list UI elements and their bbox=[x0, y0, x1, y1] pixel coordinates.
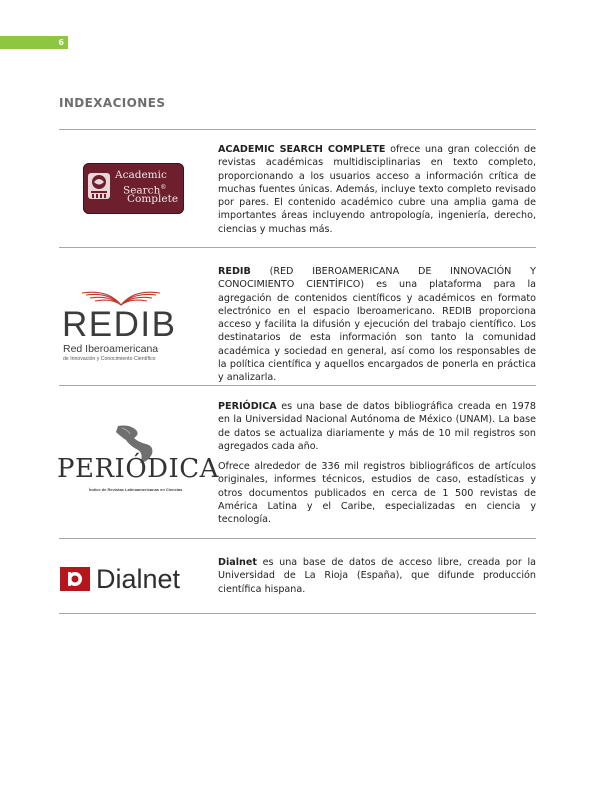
periodica-tagline: Índice de Revistas Latinoamericanas en Ciencias bbox=[89, 487, 183, 492]
logo-line-1: Academic bbox=[115, 169, 167, 181]
entry-name: PERIÓDICA bbox=[218, 401, 277, 412]
redib-tagline: de Innovación y Conocimiento Científico bbox=[63, 356, 156, 362]
page-number-tab bbox=[0, 36, 68, 49]
entry-body: ofrece una gran colección de revistas académicas multidisciplinarias en texto completo, proporcionando a los usuarios acceso a información crítica de muchas fuentes únicas. Además, incluye texto completo revisado por pares. El contenido académico cubre una amplia gama de importantes áreas incluyendo antropología, ingeniería, derecho, ciencias y muchas más. bbox=[218, 144, 536, 235]
logo-registered-mark: ® bbox=[160, 184, 167, 191]
dialnet-mark-icon bbox=[60, 567, 90, 591]
dialnet-wordmark: Dialnet bbox=[96, 564, 181, 594]
periodica-wordmark: PERIÓDICA bbox=[57, 454, 219, 484]
entry-name: ACADEMIC SEARCH COMPLETE bbox=[218, 144, 386, 155]
redib-description bbox=[218, 265, 536, 385]
divider bbox=[59, 538, 536, 539]
periodica-logo bbox=[55, 424, 219, 499]
dialnet-logo bbox=[60, 563, 196, 595]
periodica-description bbox=[218, 400, 536, 527]
academic-search-complete-logo bbox=[83, 163, 184, 214]
divider bbox=[59, 247, 536, 248]
divider bbox=[59, 129, 536, 130]
dialnet-description bbox=[218, 556, 536, 596]
redib-wordmark: REDIB bbox=[62, 305, 177, 344]
redib-logo bbox=[60, 283, 185, 367]
academic-search-description bbox=[218, 143, 536, 236]
entry-body: (RED IBEROAMERICANA DE INNOVACIÓN Y CONOCIMIENTO CIENTÍFICO) es una plataforma para la agregación de contenidos científicos y académicos en formato electrónico en el espacio Iberoamericano. REDIB proporciona acceso y facilita la difusión y ejecución del trabajo científico. Los destinatarios de esta información son tanto la comunidad académica y sociedad en general, así como los responsables de la política científica y aquellos encargados de ponerla en práctica y analizarla. bbox=[218, 266, 536, 384]
academic-seal-icon bbox=[87, 171, 111, 201]
redib-subtitle: Red Iberoamericana bbox=[63, 343, 159, 355]
section-title: INDEXACIONES bbox=[59, 96, 166, 110]
entry-body: es una base de datos de acceso libre, creada por la Universidad de La Rioja (España), que difunde producción científica hispana. bbox=[218, 557, 536, 595]
divider bbox=[59, 613, 536, 614]
page-number: 6 bbox=[58, 38, 64, 47]
entry-name: REDIB bbox=[218, 266, 251, 277]
divider bbox=[59, 385, 536, 386]
logo-line-2-text: Search bbox=[123, 184, 161, 197]
entry-name: Dialnet bbox=[218, 557, 257, 568]
entry-body: es una base de datos bibliográfica creada en 1978 en la Universidad Nacional Autónoma de México (UNAM). La base de datos se actualiza diariamente y más de 10 mil registros son agregados cada año. bbox=[218, 401, 536, 452]
open-book-icon bbox=[78, 285, 164, 307]
entry-body-2: Ofrece alrededor de 336 mil registros bibliográficos de artículos originales, informes técnicos, estudios de caso, estadísticas y otros documentos publicados en cerca de 1 500 revistas de América Latina y el Caribe, especializadas en ciencia y tecnología. bbox=[218, 461, 536, 526]
logo-line-3: Complete bbox=[127, 193, 179, 205]
